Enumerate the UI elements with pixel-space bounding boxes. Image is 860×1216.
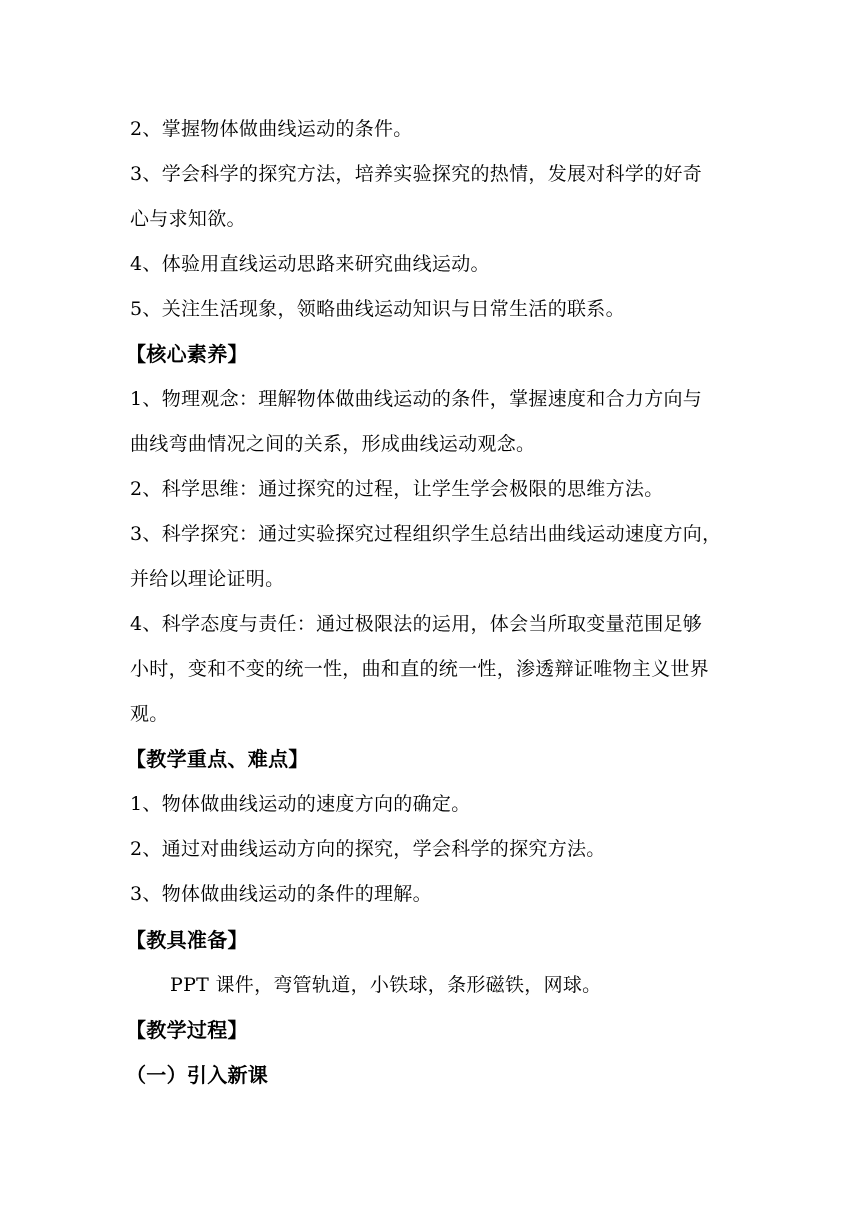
section-heading-process: 【教学过程】 <box>126 1018 248 1042</box>
section-heading-materials: 【教具准备】 <box>126 928 248 952</box>
core-literacy-line: 2、科学思维：通过探究的过程，让学生学会极限的思维方法。 <box>130 478 664 500</box>
materials-text: PPT 课件，弯管轨道，小铁球，条形磁铁，网球。 <box>170 974 602 996</box>
core-literacy-line: 小时，变和不变的统一性，曲和直的统一性，渗透辩证唯物主义世界 <box>130 658 710 680</box>
section-heading-key-points: 【教学重点、难点】 <box>126 747 309 771</box>
key-point-line: 2、通过对曲线运动方向的探究，学会科学的探究方法。 <box>130 838 606 860</box>
process-subheading: （一）引入新课 <box>126 1063 269 1087</box>
objective-line: 心与求知欲。 <box>130 208 246 230</box>
core-literacy-line: 1、物理观念：理解物体做曲线运动的条件，掌握速度和合力方向与 <box>130 388 703 410</box>
key-point-line: 1、物体做曲线运动的速度方向的确定。 <box>130 793 471 815</box>
core-literacy-line: 观。 <box>130 703 169 725</box>
section-heading-core-literacy: 【核心素养】 <box>126 342 248 366</box>
objective-line: 3、学会科学的探究方法，培养实验探究的热情，发展对科学的好奇 <box>130 163 703 185</box>
core-literacy-line: 曲线弯曲情况之间的关系，形成曲线运动观念。 <box>130 433 536 455</box>
core-literacy-line: 3、科学探究：通过实验探究过程组织学生总结出曲线运动速度方向， <box>130 523 722 545</box>
core-literacy-line: 4、科学态度与责任：通过极限法的运用，体会当所取变量范围足够 <box>130 613 703 635</box>
objective-line: 4、体验用直线运动思路来研究曲线运动。 <box>130 253 490 275</box>
key-point-line: 3、物体做曲线运动的条件的理解。 <box>130 883 432 905</box>
objective-line: 2、掌握物体做曲线运动的条件。 <box>130 118 413 140</box>
core-literacy-line: 并给以理论证明。 <box>130 568 285 590</box>
objective-line: 5、关注生活现象，领略曲线运动知识与日常生活的联系。 <box>130 298 625 320</box>
